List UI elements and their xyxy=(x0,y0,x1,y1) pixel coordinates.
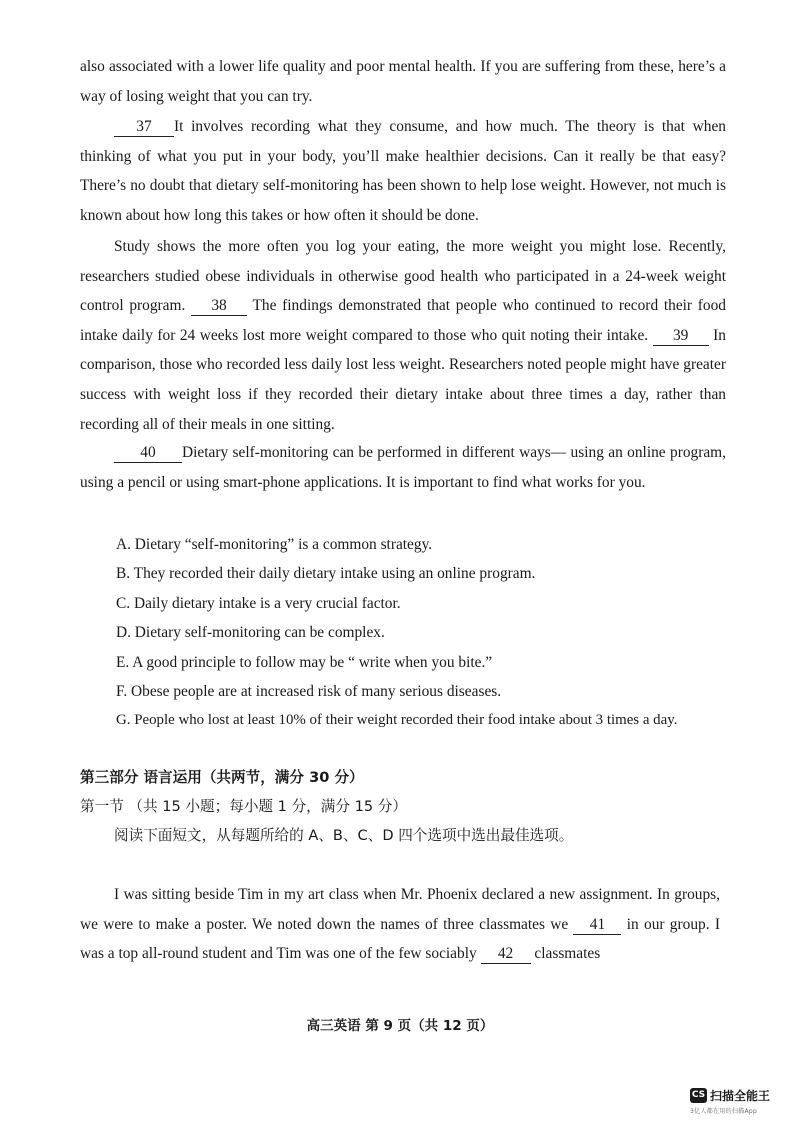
blank-41[interactable]: 41 xyxy=(573,916,621,935)
paragraph-text: It involves recording what they consume, and how much. The theory is that when thinking of what you put in your body, you’ll make healthier decisions. Can it really be that easy? There’s no doubt that dietary self-monitoring has been shown to help lose weight. However, not much is known about how long this takes or how often it should be done. xyxy=(80,118,726,224)
option-g[interactable]: G. People who lost at least 10% of their weight recorded their food intake about 3 times a day. xyxy=(116,712,678,729)
answer-options xyxy=(116,530,736,736)
passage-paragraph-1 xyxy=(80,52,726,111)
cloze-text: classmates xyxy=(534,945,601,963)
paragraph-text: Study shows the more often you log your eating, the more weight you might lose. Recently, researchers studied obese individuals in otherwise good health who participated in a 24-week weight control program. xyxy=(80,238,726,315)
page-footer: 高三英语 第 9 页（共 12 页） xyxy=(306,1018,494,1034)
paragraph-text: In comparison, those who recorded less daily lost less weight. Researchers noted people might have greater success with weight loss if they recorded their dietary intake about three times a day, rather than recording all of their meals in one sitting. xyxy=(80,326,726,433)
section-heading: 第三部分 语言运用（共两节，满分 30 分） xyxy=(80,769,364,786)
option-e[interactable]: E. A good principle to follow may be “ write when you bite.” xyxy=(116,653,493,671)
option-c[interactable]: C. Daily dietary intake is a very crucial factor. xyxy=(116,594,401,612)
option-a[interactable]: A. Dietary “self-monitoring” is a common strategy. xyxy=(116,536,433,553)
paragraph-text: Dietary self-monitoring can be performed in different ways— using an online program, using a pencil or using smart-phone applications. It is important to find what works for you. xyxy=(80,444,726,491)
passage-paragraph-2 xyxy=(80,112,726,230)
blank-39[interactable]: 39 xyxy=(653,327,709,346)
cloze-text: in our group. I was a top all-round student and Tim was one of the few sociably xyxy=(80,915,720,963)
option-f[interactable]: F. Obese people are at increased risk of many serious diseases. xyxy=(116,683,502,701)
blank-37[interactable]: 37 xyxy=(114,118,174,137)
passage-paragraph-4 xyxy=(80,438,726,497)
cloze-text: I was sitting beside Tim in my art class when Mr. Phoenix declared a new assignment. In groups, we were to make a poster. We noted down the names of three classmates we xyxy=(80,886,720,933)
scanner-watermark xyxy=(690,1086,794,1115)
watermark-name: 扫描全能王 xyxy=(710,1088,771,1103)
blank-40[interactable]: 40 xyxy=(114,444,182,463)
blank-42[interactable]: 42 xyxy=(481,945,531,964)
passage-paragraph-3 xyxy=(80,232,726,439)
option-d[interactable]: D. Dietary self-monitoring can be complex. xyxy=(116,624,385,642)
paragraph-text: also associated with a lower life quality and poor mental health. If you are suffering from these, here’s a way of losing weight that you can try. xyxy=(80,58,726,105)
paragraph-text: The findings demonstrated that people who continued to record their food intake daily for 24 weeks lost more weight compared to those who quit noting their intake. xyxy=(80,297,726,344)
watermark-tagline: 3亿人都在用的扫描App xyxy=(690,1108,758,1115)
section-instruction: 阅读下面短文，从每题所给的 A、B、C、D 四个选项中选出最佳选项。 xyxy=(114,827,574,844)
camscanner-logo-icon: CS xyxy=(690,1088,707,1103)
option-b[interactable]: B. They recorded their daily dietary intake using an online program. xyxy=(116,565,536,583)
blank-38[interactable]: 38 xyxy=(191,297,247,316)
cloze-paragraph xyxy=(80,880,720,969)
section-subheading: 第一节 （共 15 小题；每小题 1 分，满分 15 分） xyxy=(80,798,407,815)
